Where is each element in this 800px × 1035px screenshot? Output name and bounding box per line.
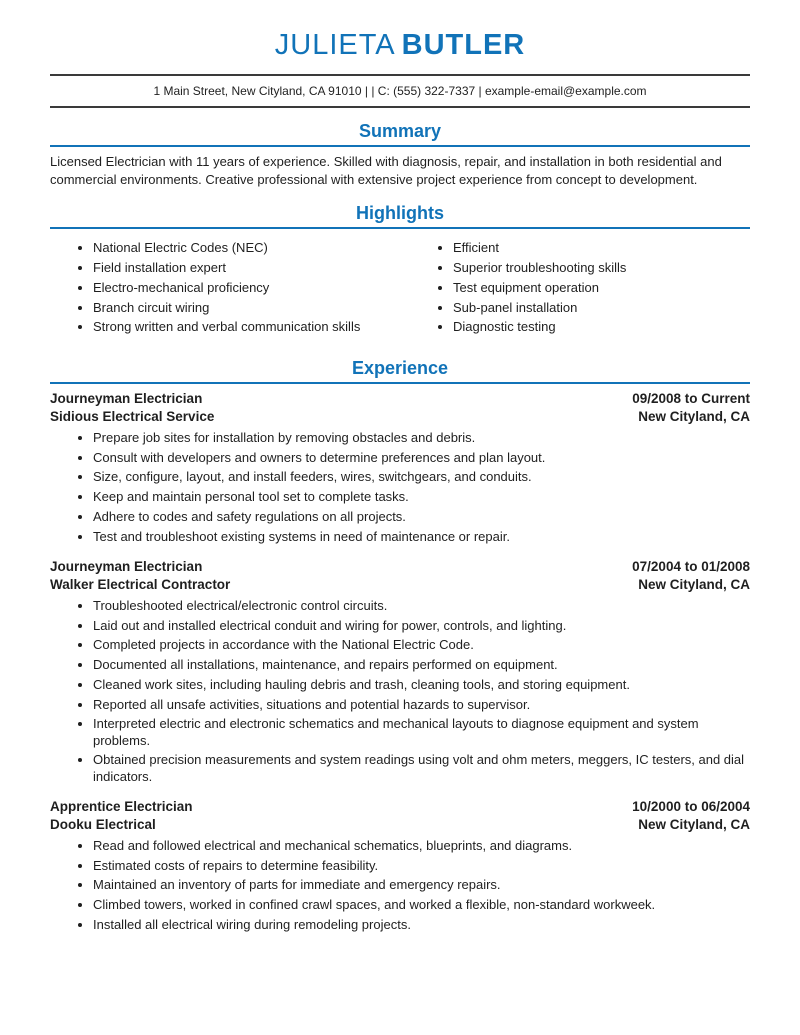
experience-rule	[50, 382, 750, 384]
bullet-item: • Size, configure, layout, and install feeders, wires, switchgears, and conduits.	[93, 469, 750, 485]
bullet-item: • Completed projects in accordance with the National Electric Code.	[93, 637, 750, 653]
contact-line: 1 Main Street, New Cityland, CA 91010 | | C: (555) 322-7337 | example-email@example.com	[153, 83, 647, 98]
bullet-item: • Read and followed electrical and mechanical schematics, blueprints, and diagrams.	[93, 838, 750, 854]
job-title: Journeyman Electrician	[50, 558, 203, 574]
job-company: Walker Electrical Contractor	[50, 577, 231, 593]
job-bullets	[50, 838, 750, 933]
highlights-rule	[50, 227, 750, 229]
bullet-item: • Branch circuit wiring	[93, 300, 410, 316]
highlights-left-list	[50, 237, 410, 339]
bullet-item: • Adhere to codes and safety regulations on all projects.	[93, 509, 750, 525]
job-header-row	[50, 558, 750, 576]
bullet-item: • Consult with developers and owners to determine preferences and plan layout.	[93, 450, 750, 466]
bullet-item: • Test and troubleshoot existing systems in need of maintenance or repair.	[93, 529, 750, 545]
bullet-item: • Test equipment operation	[453, 280, 750, 296]
bullet-item: • Troubleshooted electrical/electronic control circuits.	[93, 598, 750, 614]
job-subheader-row	[50, 816, 750, 834]
bullet-item: • Climbed towers, worked in confined crawl spaces, and worked a flexible, non-standard workweek.	[93, 897, 750, 913]
bullet-item: • Interpreted electric and electronic schematics and mechanical layouts to diagnose equipment and system problems.	[93, 716, 750, 749]
bullet-item: • Field installation expert	[93, 260, 410, 276]
bullet-item: • Prepare job sites for installation by removing obstacles and debris.	[93, 430, 750, 446]
experience-job	[50, 558, 750, 785]
bullet-item: • Estimated costs of repairs to determine feasibility.	[93, 858, 750, 874]
job-company: Sidious Electrical Service	[50, 409, 215, 425]
experience-job	[50, 798, 750, 933]
highlights-right-list	[410, 237, 750, 339]
job-header-row	[50, 390, 750, 408]
job-dates: 10/2000 to 06/2004	[632, 798, 750, 814]
job-subheader-row	[50, 576, 750, 594]
job-dates: 09/2008 to Current	[632, 391, 750, 407]
bullet-item: • Keep and maintain personal tool set to complete tasks.	[93, 489, 750, 505]
bullet-item: • Obtained precision measurements and system readings using volt and ohm meters, meggers, IC testers, and dial indicators.	[93, 752, 750, 785]
job-location: New Cityland, CA	[638, 409, 750, 425]
job-subheader-row	[50, 408, 750, 426]
bullet-item: • Sub-panel installation	[453, 300, 750, 316]
job-dates: 07/2004 to 01/2008	[632, 558, 750, 574]
section-title-highlights: Highlights	[356, 202, 444, 223]
summary-text: Licensed Electrician with 11 years of experience. Skilled with diagnosis, repair, and installation in both residential and commercial environments. Creative professional with extensive project experience from concept to development.	[50, 153, 722, 188]
job-bullets	[50, 430, 750, 545]
bullet-item: • Reported all unsafe activities, situations and potential hazards to supervisor.	[93, 697, 750, 713]
bullet-item: • National Electric Codes (NEC)	[93, 240, 410, 256]
section-title-experience: Experience	[351, 358, 449, 379]
bullet-item: • Documented all installations, maintenance, and repairs performed on equipment.	[93, 657, 750, 673]
job-title: Apprentice Electrician	[50, 798, 193, 814]
section-title-summary: Summary	[358, 120, 442, 141]
job-header-row	[50, 798, 750, 816]
header-rule-bottom	[50, 106, 750, 108]
bullet-item: • Strong written and verbal communication skills	[93, 319, 410, 335]
job-location: New Cityland, CA	[638, 817, 750, 833]
bullet-item: • Efficient	[453, 240, 750, 256]
bullet-item: • Laid out and installed electrical conduit and wiring for power, controls, and lighting.	[93, 618, 750, 634]
bullet-item: • Maintained an inventory of parts for immediate and emergency repairs.	[93, 877, 750, 893]
bullet-item: • Diagnostic testing	[453, 319, 750, 335]
name-first: JULIETA	[274, 29, 396, 61]
header-rule-top	[50, 74, 750, 76]
bullet-item: • Installed all electrical wiring during remodeling projects.	[93, 917, 750, 933]
job-company: Dooku Electrical	[50, 817, 156, 833]
bullet-item: • Superior troubleshooting skills	[453, 260, 750, 276]
bullet-item: • Electro-mechanical proficiency	[93, 280, 410, 296]
summary-rule	[50, 145, 750, 147]
job-title: Journeyman Electrician	[50, 391, 203, 407]
job-bullets	[50, 598, 750, 785]
experience-job	[50, 390, 750, 545]
bullet-item: • Cleaned work sites, including hauling debris and trash, cleaning tools, and storing equipment.	[93, 677, 750, 693]
page-title	[50, 30, 750, 62]
highlights-columns	[50, 235, 750, 345]
job-location: New Cityland, CA	[638, 577, 750, 593]
name-last: BUTLER	[401, 29, 526, 61]
